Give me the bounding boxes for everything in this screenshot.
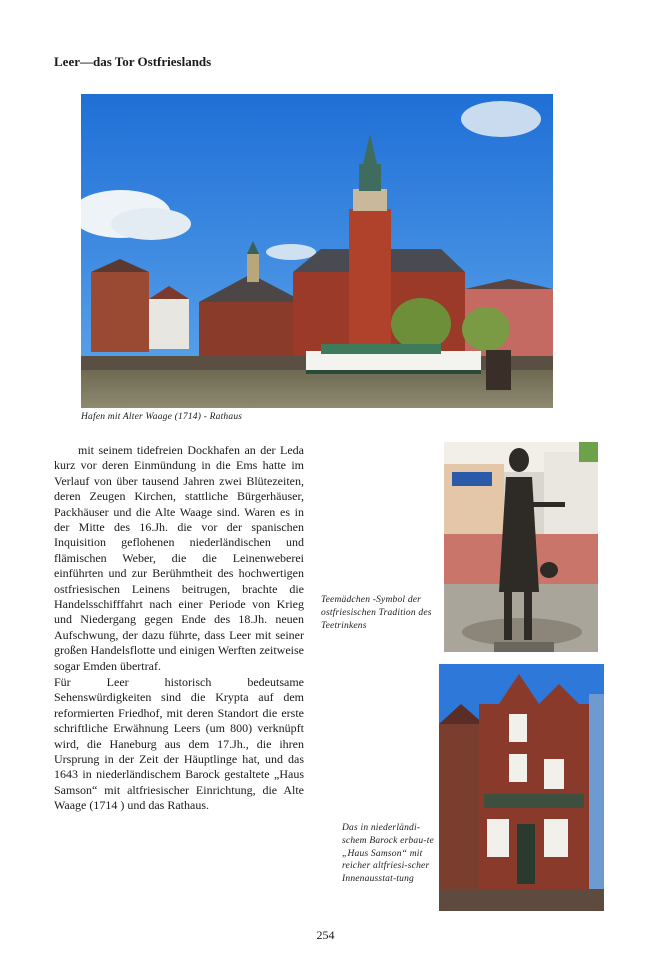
samson-caption: Das in niederländi-schem Barock erbau-te „Haus Samson“ mit reicher altfriesi-scher Innenausstat-tung <box>342 823 434 885</box>
harbor-caption: Hafen mit Alter Waage (1714) - Rathaus <box>81 412 243 422</box>
paragraph-2-text: Für Leer historisch bedeutsame Sehenswürdigkeiten sind die Krypta auf dem reformierten Friedhof, mit deren Standort die erste schriftliche Erwähnung Leers (um 800) verknüpft wird, die Haneburg aus dem 17.Jh., die ihren Ursprung in der Zeit der Häuptlinge hat, und das 1643 in niederländischem Barock gestaltete „Haus Samson“ mit altfriesischer Einrichtung, die Alte Waage (1714 ) und das Rathaus. <box>54 675 304 813</box>
teemaedchen-photo <box>444 442 598 652</box>
page-number: 254 <box>316 928 335 942</box>
paragraph-1 <box>54 443 304 674</box>
paragraph-2 <box>54 675 304 814</box>
samson-photo <box>439 664 604 911</box>
page-title: Leer—das Tor Ostfrieslands <box>54 54 212 69</box>
harbor-photo <box>81 94 553 408</box>
paragraph-1-text: mit seinem tidefreien Dockhafen an der Leda kurz vor deren Einmündung in die Ems hatte im Verlauf von über tausend Jahren zwei Blütezeiten, deren Zeugen Kirchen, stattliche Bürgerhäuser, Packhäuser und die Alte Waage sind. Waren es in der Mitte des 16.Jh. die vor der spanischen Inquisition geflohenen niederländischen und flämischen Weber, die die Leinenweberei einführten und zur Berühmtheit des hochwertigen ostfriesischen Leinens beitrugen, brachte die Handelsschifffahrt nach einer Periode von Krieg und Niedergang gegen Ende des 18.Jh. neuen Aufschwung, der dazu führte, dass Leer mit seiner großen Handelsflotte und einigen Werften zeitweise sogar Emden übertraf. <box>54 443 304 673</box>
teemaedchen-caption: Teemädchen -Symbol der ostfriesischen Tradition des Teetrinkens <box>321 595 432 631</box>
